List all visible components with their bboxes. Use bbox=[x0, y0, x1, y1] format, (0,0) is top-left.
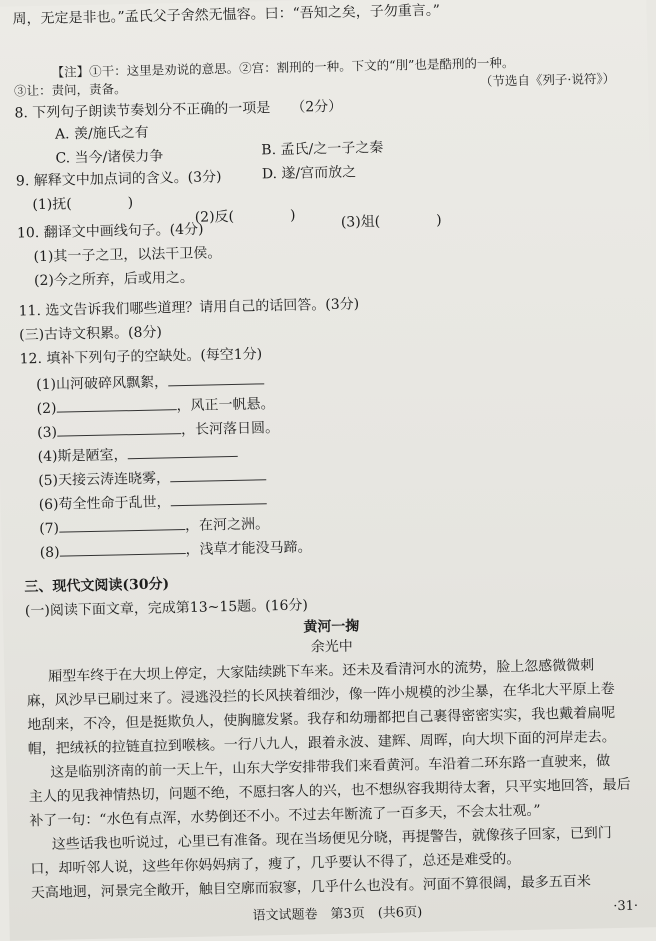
body-line: 麻，风沙早已刷过来了。浸逃没拦的长风挟着细沙，像一阵小规模的沙尘暴，在华北大平原上卷 bbox=[26, 681, 615, 710]
poem-line-7 bbox=[39, 513, 269, 538]
body-line: 厢型车终于在大坝上停定，大家陆续跳下车来。还未及看清河水的流势，脸上忽感微微刺 bbox=[48, 657, 595, 685]
poem-number: (7) bbox=[39, 520, 60, 538]
body-line: 这些话我也听说过，心里已有准备。现在当场便见分晓，再提警告，就像孩子回家，已到门 bbox=[51, 825, 612, 853]
body-line: 口，却听邻人说，这些年你妈妈病了，瘦了，几乎要认不得了，总还是难受的。 bbox=[30, 851, 521, 878]
answer-blank[interactable] bbox=[59, 539, 185, 557]
q9-item-2: (2)反( ) bbox=[194, 207, 296, 226]
option-a: A. 羡/施氏之有 bbox=[54, 124, 149, 143]
answer-blank[interactable] bbox=[170, 489, 266, 506]
answer-blank[interactable] bbox=[56, 395, 176, 413]
poem-text: ，在河之洲。 bbox=[184, 516, 270, 535]
option-d: D. 遂/宫而放之 bbox=[261, 164, 357, 183]
body-line: 帽，把绒袄的拉链直拉到喉核。一行八九人，跟着永波、建辉、周晖，向大坝下面的河岸走去。 bbox=[27, 729, 616, 758]
body-line: 地刮来，不冷，但是挺欺负人，使胸臆发紧。我存和幼珊都把自己裹得密密实实，我也戴着扁呢 bbox=[27, 705, 616, 734]
question-11: 11. 选文告诉我们哪些道理？请用自己的话回答。(3分) bbox=[18, 296, 360, 320]
section-instruction: (一)阅读下面文章，完成第13~15题。(16分) bbox=[24, 597, 309, 620]
poem-text: (5)天接云涛连晓雾， bbox=[38, 470, 171, 490]
poem-line-2 bbox=[36, 393, 274, 418]
poem-text: ，浅草才能没马蹄。 bbox=[185, 539, 312, 558]
page-footer: 语文试题卷 第3页 (共6页) bbox=[252, 905, 423, 924]
page-number: ·31· bbox=[613, 898, 639, 915]
poem-line-3 bbox=[37, 417, 279, 442]
question-9: 9. 解释文中加点词的含义。(3分) bbox=[15, 169, 222, 190]
question-12: 12. 填补下列句子的空缺处。(每空1分) bbox=[19, 346, 263, 368]
body-line: 天高地迥，河景完全敞开，触目空廓而寂寥，几乎什么也没有。河面不算很阔，最多五百米 bbox=[30, 873, 591, 902]
answer-blank[interactable] bbox=[57, 419, 181, 437]
text-line: 周，无定是非也。”孟氏父子舍然无愠容。曰：“吾知之矣，子勿重言。” bbox=[12, 2, 441, 28]
poem-text: (1)山河破碎风飘絮， bbox=[36, 374, 169, 394]
poem-line-4 bbox=[37, 442, 237, 466]
q9-item-3: (3)俎( ) bbox=[340, 212, 442, 231]
q9-item-1: (1)抚( ) bbox=[32, 195, 134, 214]
poem-text: ，风正一帆悬。 bbox=[176, 396, 275, 415]
poem-text: (4)斯是陋室， bbox=[37, 447, 128, 466]
poem-line-5 bbox=[38, 465, 266, 490]
answer-blank[interactable] bbox=[170, 465, 266, 482]
section-heading: (三)古诗文积累。(8分) bbox=[19, 324, 163, 344]
annotation-line: ③让：责问，责备。 bbox=[13, 81, 127, 99]
poem-number: (3) bbox=[37, 424, 58, 442]
poem-text: (6)苟全性命于乱世， bbox=[38, 494, 171, 514]
option-b: B. 孟氏/之一子之秦 bbox=[261, 139, 384, 159]
poem-line-8 bbox=[40, 536, 312, 562]
article-author: 余光中 bbox=[310, 638, 353, 656]
option-c: C. 当今/诸侯力争 bbox=[55, 148, 164, 167]
answer-blank[interactable] bbox=[59, 515, 185, 533]
poem-text: ，长河落日圆。 bbox=[180, 420, 280, 439]
poem-number: (2) bbox=[36, 400, 57, 418]
annotation-line: 【注】①干：这里是劝说的意思。②宫：割刑的一种。下文的“刖”也是酷刑的一种。 bbox=[51, 55, 515, 80]
answer-blank[interactable] bbox=[168, 369, 264, 386]
section-heading: 三、现代文阅读(30分) bbox=[24, 576, 170, 596]
poem-line-1 bbox=[36, 369, 264, 394]
body-line: 补了一句：“水色有点浑，水势倒还不小。不过去年断流了一百多天，不会太壮观。” bbox=[29, 802, 541, 830]
q10-item-1: (1)其一子之卫，以法干卫侯。 bbox=[33, 245, 222, 266]
source-citation: （节选自《列子·说符》） bbox=[479, 70, 616, 89]
question-10: 10. 翻译文中画线句子。(4分) bbox=[16, 221, 204, 242]
question-8: 8. 下列句子朗读节奏划分不正确的一项是 （2分） bbox=[14, 98, 343, 122]
q10-item-2: (2)今之所弃，后或用之。 bbox=[33, 269, 195, 290]
body-line: 这是临别济南的前一天上午，山东大学安排带我们来看黄河。车沿着二环东路一直驶来，做 bbox=[50, 753, 611, 781]
body-line: 主人的见我神情热切，问题不绝，不愿扫客人的兴，也不想纵容我期待太奢，只平实地回答，最后 bbox=[28, 776, 631, 806]
poem-number: (8) bbox=[39, 544, 60, 562]
answer-blank[interactable] bbox=[127, 442, 237, 459]
article-title: 黄河一掬 bbox=[303, 618, 360, 636]
poem-line-6 bbox=[39, 489, 267, 514]
